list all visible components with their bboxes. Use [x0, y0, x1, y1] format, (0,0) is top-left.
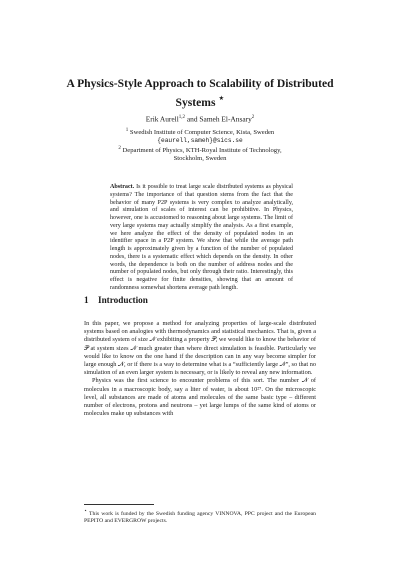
abstract-text: Is it possible to treat large scale distributed systems as physical systems? The importance of that question stems from the fact that the behavior of many P2P systems is very complex to analyze analytically, and simulation of scales of interest can be prohibitive. In Physics, however, one is accustomed to reasoning about large systems. The limit of very large systems may actually simplify the analysis. As a first example, we here analyze the effect of the density of populated nodes in an identifier space in a P2P system. We show that while the average path length is approximately given by a function of the number of populated nodes, there is a systematic effect which depends on the density. In other words, the dependence is both on the number of address nodes and the number of populated nodes, but only through their ratio. Interestingly, this effect is negative for finite densities, showing that an amount of randomness somewhat shortens average path length.: [110, 184, 293, 291]
section-heading: [84, 295, 148, 305]
body-text: [84, 320, 316, 418]
footnote: [84, 508, 316, 525]
author-affiliation-marker: 1,2: [178, 115, 186, 120]
section-number: 1: [84, 295, 89, 305]
author-joiner: and: [186, 114, 198, 124]
affiliation-line: Stockholm, Sweden: [173, 155, 227, 163]
abstract: [110, 184, 293, 293]
affiliation-marker: 1: [125, 128, 129, 133]
section-title: Introduction: [98, 295, 148, 305]
paragraph: In this paper, we propose a method for analyzing properties of large-scale distributed systems based on analogies with thermodynamics and statistical mechanics. That is, given a distributed system of size 𝒩 exhibiting a property 𝒫, we would like to know the behavior of 𝒫 at system sizes 𝒩 much greater than where direct simulation is feasible. Particularly we would like to know on the one hand if the description can in any way become simpler for large enough 𝒩, or if there is a way to determine what is a “sufficiently large 𝒩”, so that no simulation of an even larger system is necessary, or is likely to reveal any new information.: [84, 320, 316, 377]
affiliation-2: [70, 145, 330, 163]
author-name: Erik Aurell: [145, 114, 179, 124]
paper-title-text: A Physics-Style Approach to Scalability of Distributed Systems: [66, 77, 334, 109]
author-name: Sameh El-Ansary: [199, 114, 252, 124]
footnote-text: This work is funded by the Swedish funding agency VINNOVA, PPC project and the European PEPITO and EVERGROW projects.: [84, 510, 316, 525]
affiliation-1: [70, 127, 330, 145]
abstract-label: Abstract.: [110, 184, 135, 190]
author-line: [60, 113, 340, 123]
author-affiliation-marker: 2: [251, 115, 255, 120]
affiliation-line: Department of Physics, KTH-Royal Institute of Technology,: [122, 147, 282, 155]
affiliation-marker: 2: [118, 146, 121, 151]
footnote-rule: [84, 504, 154, 505]
affiliation-email: {eaurell,sameh}@sics.se: [157, 137, 243, 145]
paper-title: [60, 76, 340, 110]
footnote-marker: ⋆: [84, 509, 87, 514]
affiliation-line: Swedish Institute of Computer Science, Kista, Sweden: [129, 129, 275, 137]
title-footnote-marker: ⋆: [218, 93, 225, 104]
paragraph: Physics was the first science to encounter problems of this sort. The number 𝒩 of molecules in a macroscopic body, say a liter of water, is about 10²⁷. On the microscopic level, all substances are made of atoms and molecules of the same basic type – different number of electrons, protons and neutrons – yet large lumps of the same kind of atoms or molecules make up substances with: [84, 377, 316, 418]
